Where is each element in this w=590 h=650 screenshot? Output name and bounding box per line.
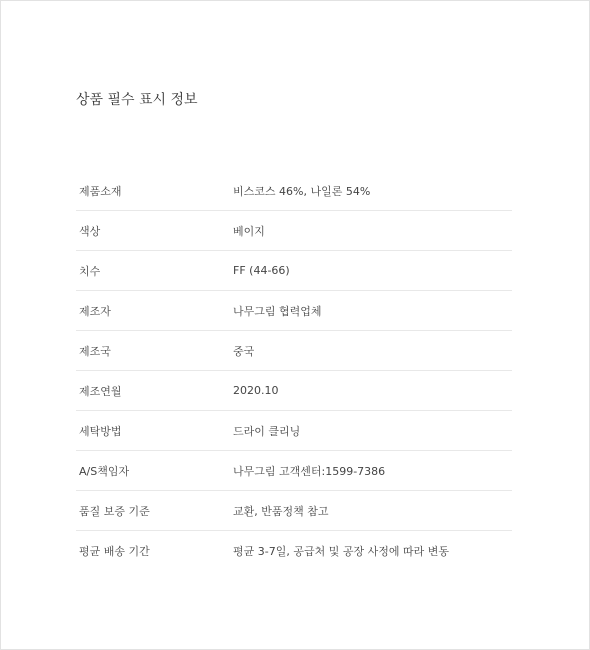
info-label: 세탁방법 (79, 424, 122, 438)
info-value: 나무그림 고객센터:1599-7386 (233, 464, 386, 478)
info-row-color (76, 211, 512, 251)
info-label: 평균 배송 기간 (79, 545, 150, 558)
info-row-as-contact (76, 451, 512, 491)
info-value: 2020.10 (233, 384, 279, 397)
info-label: 색상 (79, 224, 101, 238)
info-label: 치수 (79, 264, 101, 278)
info-value: 평균 3-7일, 공급처 및 공장 사정에 따라 변동 (233, 545, 449, 558)
info-label: 제조자 (79, 304, 111, 318)
info-row-delivery-period (76, 531, 512, 571)
info-label: 제조연월 (79, 384, 122, 398)
info-row-country (76, 331, 512, 371)
info-value: 베이지 (233, 224, 265, 238)
info-label: A/S책임자 (79, 464, 130, 478)
product-info-table (76, 171, 512, 571)
info-row-manufacturer (76, 291, 512, 331)
info-row-washing (76, 411, 512, 451)
info-row-quality-warranty (76, 491, 512, 531)
info-row-material (76, 171, 512, 211)
info-value: 비스코스 46%, 나일론 54% (233, 184, 371, 198)
info-row-manufacture-date (76, 371, 512, 411)
info-value: 나무그림 협력업체 (233, 304, 322, 318)
info-value: FF (44-66) (233, 264, 290, 277)
info-value: 드라이 클리닝 (233, 424, 301, 438)
section-title: 상품 필수 표시 정보 (76, 92, 198, 108)
info-label: 품질 보증 기준 (79, 504, 150, 518)
info-label: 제조국 (79, 344, 111, 358)
info-label: 제품소재 (79, 184, 122, 198)
info-value: 중국 (233, 344, 255, 358)
info-row-size (76, 251, 512, 291)
info-value: 교환, 반품정책 참고 (233, 504, 329, 518)
